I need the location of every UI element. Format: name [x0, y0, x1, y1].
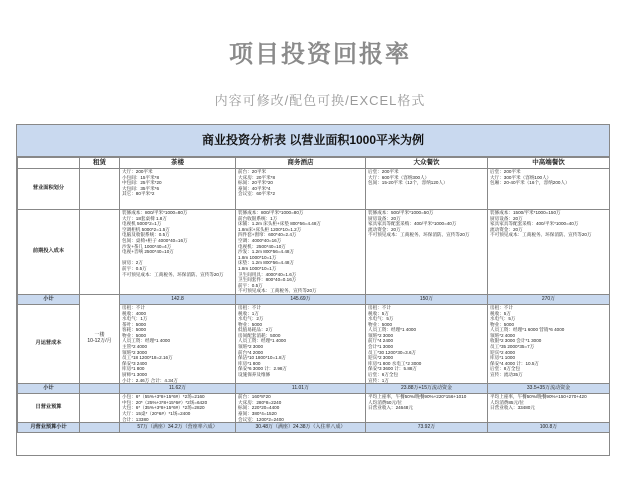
mass-catering-subtotal: 23.88万+15万流动资金 [366, 384, 488, 394]
row-label: 日营业预算 [18, 394, 80, 423]
high-end-catering-cell: 房租：不计 税收：5万 水电气：5万 物业：5000 人员工资：经理*1 6000 营销*6 4000 领班*2 4000 收银*2 3000 会计*1 3000 员工*35 2000*35=7万 迎宾*2 4000 库房*1 1000 保安*4 4000 计：10.5万 后堂：8万全包 宣传：流动35万 [488, 304, 610, 383]
row-label: 营业面积划分 [18, 169, 80, 210]
hotel-cell: 前台：160*8*20 大床房：280*8=2240 标间：220*20=4400 豪间：380*4=1520 会议室：1200*2=2400 [236, 394, 366, 423]
teahouse-subtotal: 11.62万 [120, 384, 236, 394]
hotel-subtotal: 30.48万（满座）24.38万（入住率八成） [236, 423, 366, 433]
header-teahouse: 茶楼 [120, 158, 236, 169]
mass-catering-subtotal: 73.92万 [366, 423, 488, 433]
high-end-catering-cell: 装修成本：1500/平米*1000=150万 厨房设备：20万 家具家具等配套采购：400/平米*1000=40万 流动资金：20万 不可预见成本：工商税务、环保消防、宣传等20万 [488, 210, 610, 295]
mass-catering-cell: 装修成本：500/平米*1000=50万 厨房设备：20万 家具家具等配套采购：400/平米*1000=40万 流动资金：20万 不可预见成本：工商税务、环保消防、宣传等20万 [366, 210, 488, 295]
rent-period-cell: 一楼 10-12万/月 [80, 294, 120, 383]
row-label: 月营业预算小计 [18, 423, 80, 433]
page-title: 项目投资回报率 [229, 41, 411, 68]
teahouse-cell: 大厅：200平米 小包间：15平米*8 中包间：25平米*20 大包间：35平米*6 其它：80平米*2 [120, 169, 236, 210]
mass-catering-cell: 房租：不计 税收：5万 水电气：5万 物业：5000 人员工资：经理*1 4000 领班*2 3000 前厅*4 2400 会计*1 3000 员工*30 1200*30=3.6万 迎宾*2 3000 库房*1 800 水电工*2 3000 保安*3 3600 计：5.88万 后堂：6万全包 宣传：1万 [366, 304, 488, 383]
header-mass-catering: 大众餐饮 [366, 158, 488, 169]
rent-cell [80, 210, 120, 295]
hotel-subtotal: 145.69万 [236, 294, 366, 304]
row-subtotal-investment [18, 294, 610, 304]
rent-cell [80, 423, 120, 433]
row-business-area [18, 169, 610, 210]
header-high-end-catering: 中高端餐饮 [488, 158, 610, 169]
hotel-cell: 前台：20平米 大床房：20平米*8 标间：20平米*20 豪间：40平米*4 会议室：60平米*2 [236, 169, 366, 210]
teahouse-cell: 装修成本：800/平米*1000=80万 大厅：18套桌椅 1.8万 电视机 5000*2=1万 空调柜机 5000*2=1.5万 电脑及收银系统：0.5万 包间：桌椅+柜子 4000*40=16万 沙发+茶几 1000*40=4万 电视+音响 2500*40=10万 厨房：2万 前宇：0.5万 不可预见成本：工商税务、环保消防、宣传等20万 [120, 210, 236, 295]
rent-cell [80, 169, 120, 210]
high-end-catering-subtotal: 270万 [488, 294, 610, 304]
hotel-cell: 房租：不计 税收：1万 水电气：2万 物业：5000 低值易耗品：2万 房间配套消耗：5000 人员工资：经理*1 4000 领班*2 3000 前台*4 2000 保洁*10 1800*10=1.8万 库房*1 800 保安*6 3000 计：2.98万 设施保养及维修 [236, 304, 366, 383]
header-row [18, 158, 610, 169]
teahouse-subtotal: 57万（满座）34.2万（营座率六成） [120, 423, 236, 433]
high-end-catering-cell: 平均上座率，午餐50%/晚餐90%+150+270+420 人均消费85元/位 日营业收入：33480元 [488, 394, 610, 423]
rent-cell [80, 384, 120, 394]
analysis-sheet [16, 124, 610, 456]
teahouse-subtotal: 142.8 [120, 294, 236, 304]
sheet-title: 商业投资分析表 以营业面积1000平米为例 [17, 125, 609, 157]
row-label: 小计 [18, 294, 80, 304]
page-subtitle: 内容可修改/配色可换/EXCEL格式 [214, 93, 426, 108]
high-end-catering-cell: 后堂：200平米 大厅：300平米（容纳100人） 包厢：20-40平米（16个，容纳200人） [488, 169, 610, 210]
analysis-table [17, 157, 610, 433]
header-blank [18, 158, 80, 169]
high-end-catering-subtotal: 33.5+35万流动资金 [488, 384, 610, 394]
teahouse-cell: 小包：6*（55%+3*8+15*6#）*2场=2160 中包：20*（25%+3*8+15*6#）*2场=6420 大包：6*（35%+3*8+15*6#）*2场=2820 大厅：15桌*（20*6#）*1场=2400 合计：13380 [120, 394, 236, 423]
hotel-cell: 装修成本：800/平米*1000=80万 前台收银系统：1万 床铺：1.2m 床头柜+床垫 800*56=4.48万 1.8m床+床头柜 1200*10=1.2万 四件套+窗帘：600*40=2.4万 空调：4000*40=16万 电视机：2500*40=10万 沙发：1.2m 800*56=4.48万 1.8m 1000*10=1万 床垫：1.2m 800*56=4.48万 1.8m 1000*10=1万 卫生间用具：4000*40=1.6万 卫生间套件：800*40=0.16万 前宇：0.5万 不可预见成本：工商税务、宣传等20万 [236, 210, 366, 295]
mass-catering-cell: 后堂：200平米 大厅：600平米（容纳300人） 包间：15-20平米（12个，容纳120人） [366, 169, 488, 210]
high-end-catering-subtotal: 100.8万 [488, 423, 610, 433]
row-daily-revenue-budget [18, 394, 610, 423]
row-monthly-revenue-subtotal [18, 423, 610, 433]
mass-catering-subtotal: 150万 [366, 294, 488, 304]
teahouse-cell: 房租：不计 税收：4000 水电气：1万 茶叶：5000 客耗：5000 物业：5000 人员工资：经理*1 4000 主管*2 4000 领班*2 3000 员工*18 1200*18=2.16万 保安*3 2400 库房*1 800 厨师*1 3000 小计：2.46万 合计：4.34万 [120, 304, 236, 383]
row-label: 月运营成本 [18, 304, 80, 383]
row-label: 前期投入成本 [18, 210, 80, 295]
header-business-hotel: 商务酒店 [236, 158, 366, 169]
row-subtotal-operating [18, 384, 610, 394]
row-initial-investment [18, 210, 610, 295]
header-rent: 租赁 [80, 158, 120, 169]
hotel-subtotal: 11.01万 [236, 384, 366, 394]
rent-cell [80, 394, 120, 423]
row-label: 小计 [18, 384, 80, 394]
mass-catering-cell: 平均上座率，午餐50%/晚餐90%+220*156+1010 人均消费50元/位 日营业收入：24648元 [366, 394, 488, 423]
